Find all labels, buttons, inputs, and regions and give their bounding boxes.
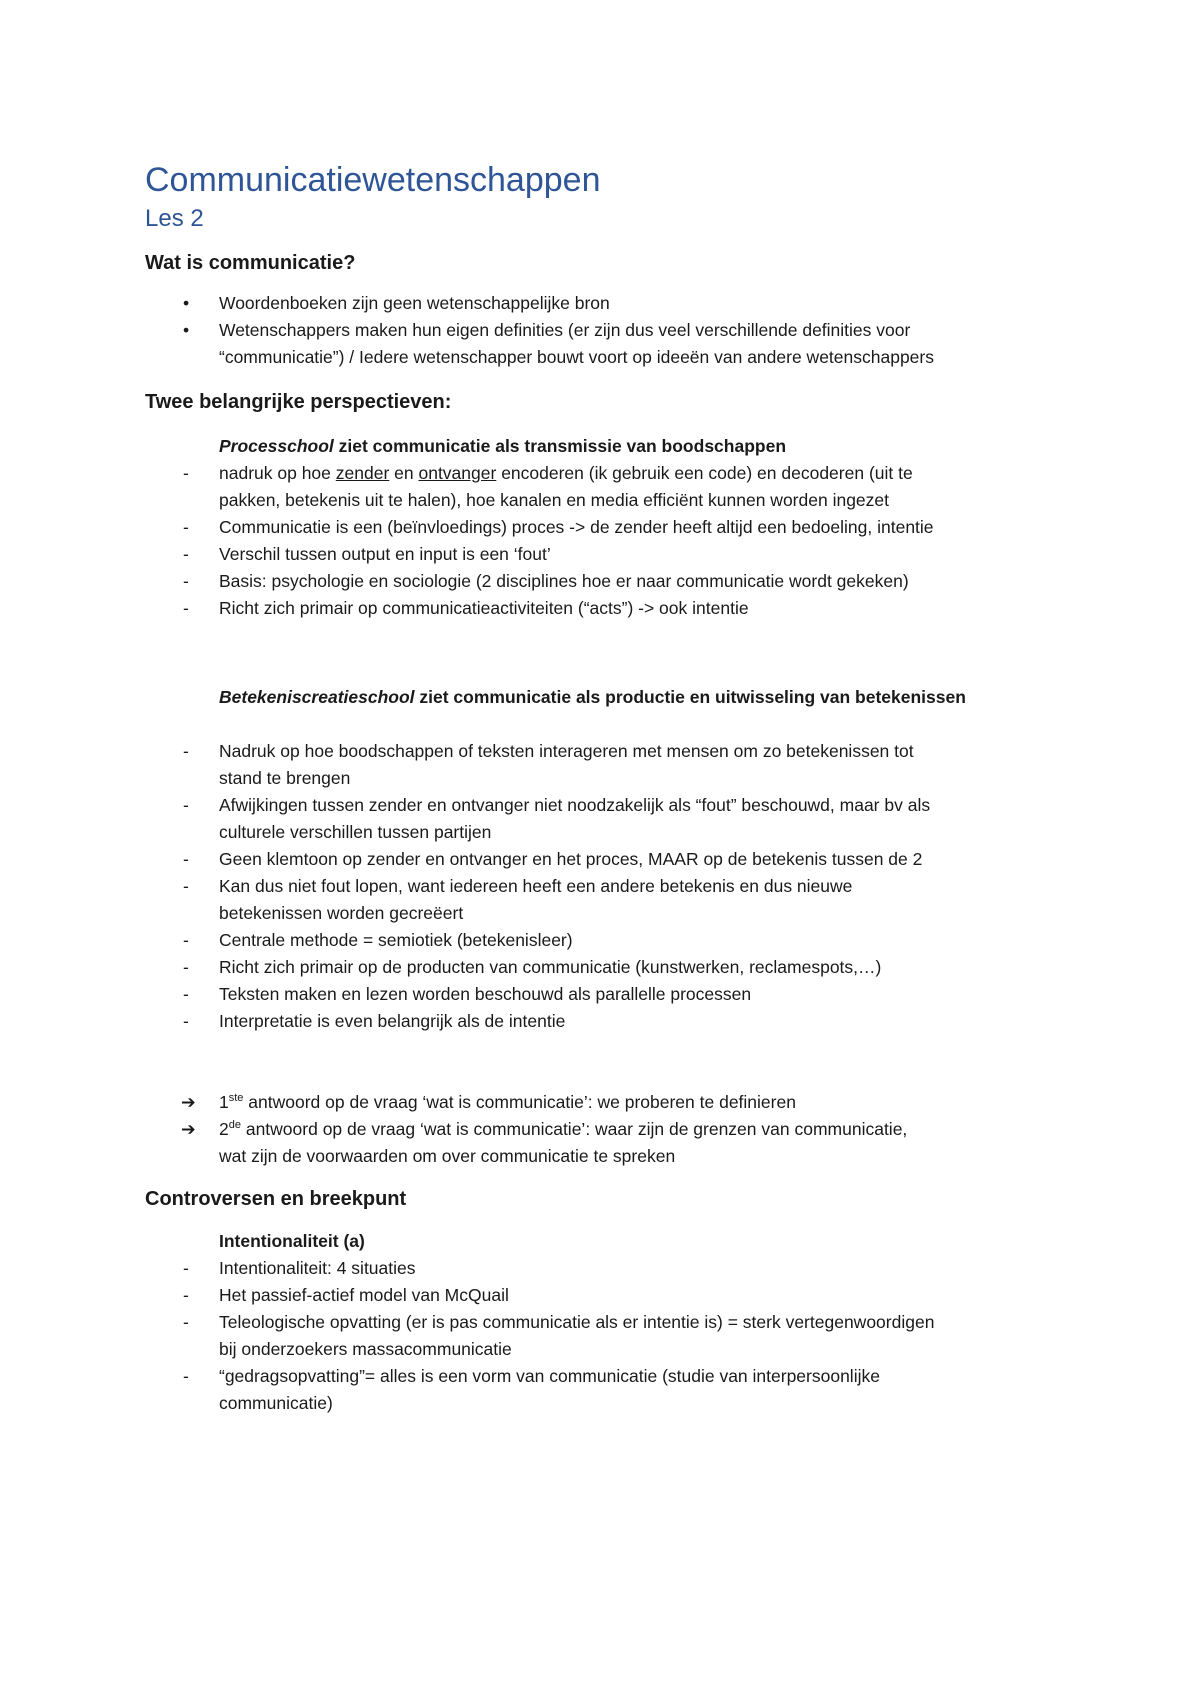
list-item: - Afwijkingen tussen zender en ontvanger niet noodzakelijk als “fout” beschouwd, maar bv als culturele verschillen tussen partijen [145,792,1075,846]
dash-icon: - [183,876,189,896]
controversen-list [145,1255,1075,1417]
list-item: - Interpretatie is even belangrijk als de intentie [145,1008,1075,1035]
list-item: - nadruk op hoe zender en ontvanger encoderen (ik gebruik een code) en decoderen (uit te pakken, betekenis uit te halen), hoe kanalen en media efficiënt kunnen worden ingezet [145,460,1075,514]
dash-icon: - [183,741,189,761]
list-item: • Woordenboeken zijn geen wetenschappelijke bron [145,290,1075,317]
bullet-icon: • [183,293,190,313]
list-item: • Wetenschappers maken hun eigen definities (er zijn dus veel verschillende definities voor “communicatie”) / Iedere wetenschapper bouwt voort op ideeën van andere wetenschappers [145,317,1075,371]
dash-icon: - [183,849,189,869]
list-item: - Kan dus niet fout lopen, want iedereen heeft een andere betekenis en dus nieuwe betekenissen worden gecreëert [145,873,1075,927]
dash-icon: - [183,1312,189,1332]
list-item: - Geen klemtoon op zender en ontvanger en het proces, MAAR op de betekenis tussen de 2 [145,846,1075,873]
dash-icon: - [183,1285,189,1305]
bullet-list-definitions [145,290,1075,371]
bullet-icon: • [183,320,190,340]
dash-icon: - [183,1366,189,1386]
list-item: - Teleologische opvatting (er is pas communicatie als er intentie is) = sterk vertegenwoordigen bij onderzoekers massacommunicatie [145,1309,1075,1363]
answers-list [145,1089,1075,1170]
arrow-right-icon: ➔ [181,1092,196,1112]
list-item: - Richt zich primair op communicatieactiviteiten (“acts”) -> ook intentie [145,595,1075,622]
list-item: - Communicatie is een (beïnvloedings) proces -> de zender heeft altijd een bedoeling, intentie [145,514,1075,541]
section-heading-perspectieven: Twee belangrijke perspectieven: [145,391,452,413]
list-item: - Verschil tussen output en input is een ‘fout’ [145,541,1075,568]
section-heading-wat-is-communicatie: Wat is communicatie? [145,252,356,274]
betekeniscreatieschool-heading: Betekeniscreatieschool ziet communicatie als productie en uitwisseling van betekenissen [219,687,966,707]
intentionaliteit-heading: Intentionaliteit (a) [219,1231,365,1251]
dash-icon: - [183,517,189,537]
list-item: - Nadruk op hoe boodschappen of teksten interageren met mensen om zo betekenissen tot stand te brengen [145,738,1075,792]
list-item: - Centrale methode = semiotiek (betekenisleer) [145,927,1075,954]
processchool-list [145,460,1075,622]
dash-icon: - [183,957,189,977]
dash-icon: - [183,930,189,950]
list-item: - Intentionaliteit: 4 situaties [145,1255,1075,1282]
list-item: ➔ 1ste antwoord op de vraag ‘wat is communicatie’: we proberen te definieren [145,1089,1075,1116]
dash-icon: - [183,795,189,815]
dash-icon: - [183,1258,189,1278]
list-item: - Richt zich primair op de producten van communicatie (kunstwerken, reclamespots,…) [145,954,1075,981]
section-heading-controversen: Controversen en breekpunt [145,1188,407,1210]
document-page [145,160,1075,1417]
dash-icon: - [183,571,189,591]
list-item: - Basis: psychologie en sociologie (2 disciplines hoe er naar communicatie wordt gekeken) [145,568,1075,595]
list-item: ➔ 2de antwoord op de vraag ‘wat is communicatie’: waar zijn de grenzen van communicatie, wat zijn de voorwaarden om over communicatie te spreken [145,1116,1075,1170]
dash-icon: - [183,984,189,1004]
document-title: Communicatiewetenschappen [145,161,601,199]
processchool-heading: Processchool ziet communicatie als transmissie van boodschappen [219,436,787,456]
dash-icon: - [183,544,189,564]
list-item: - Teksten maken en lezen worden beschouwd als parallelle processen [145,981,1075,1008]
dash-icon: - [183,598,189,618]
arrow-right-icon: ➔ [181,1119,196,1139]
betekeniscreatieschool-list [145,738,1075,1035]
dash-icon: - [183,463,189,483]
document-subtitle: Les 2 [145,205,204,232]
list-item: - Het passief-actief model van McQuail [145,1282,1075,1309]
list-item: - “gedragsopvatting”= alles is een vorm van communicatie (studie van interpersoonlijke communicatie) [145,1363,1075,1417]
dash-icon: - [183,1011,189,1031]
